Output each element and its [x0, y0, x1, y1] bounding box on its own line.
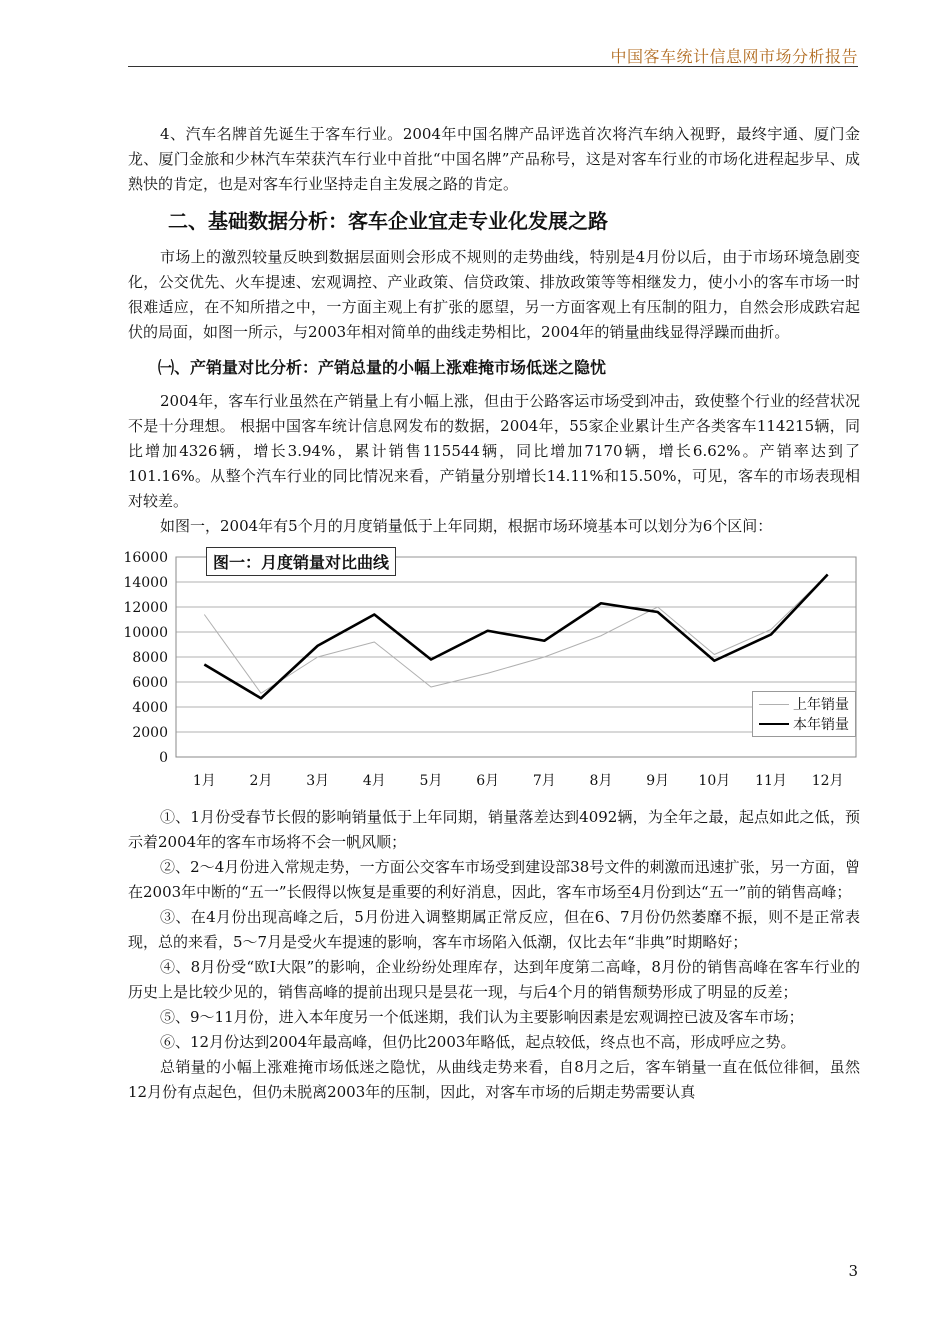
- series-line-last-year: [204, 575, 827, 694]
- section-paragraph-4: 总销量的小幅上涨难掩市场低迷之隐忧，从曲线走势来看，自8月之后，客车销量一直在低位徘徊，虽然12月份有点起色，但仍未脱离2003年的压制，因此，对客车市场的后期走势需要认真: [128, 1058, 860, 1101]
- x-tick-label: 12月: [811, 773, 844, 789]
- y-tick-label: 16000: [123, 550, 168, 566]
- header-divider: [128, 66, 858, 67]
- section-paragraph-2: 2004年，客车行业虽然在产销量上有小幅上涨，但由于公路客运市场受到冲击，致使整个行业的经营状况不是十分理想。 根据中国客车统计信息网发布的数据，2004年，55家企业累计生产各类客车114215辆，同比增加4326辆，增长3.94%，累计销售115544辆，同比增加7170辆，增长6.62%。产销率达到了 101.16%。从整个汽车行业的同比情况来看，产销量分别增长14.11%和15.50%，可见，客车的市场表现相对较差。: [128, 392, 860, 510]
- x-tick-label: 2月: [249, 773, 273, 789]
- chart-legend: [752, 691, 856, 737]
- x-tick-label: 4月: [362, 773, 386, 789]
- x-tick-label: 8月: [589, 773, 613, 789]
- page-content: [123, 122, 860, 1105]
- x-tick-label: 5月: [419, 773, 443, 789]
- y-tick-label: 6000: [132, 675, 168, 691]
- subsection-heading: ㈠、产销量对比分析：产销总量的小幅上涨难掩市场低迷之隐忧: [158, 358, 607, 377]
- legend-swatch-this-year: [759, 723, 789, 725]
- page-number: 3: [848, 1262, 858, 1280]
- series-line-this-year: [204, 575, 827, 699]
- y-tick-label: 2000: [132, 725, 168, 741]
- y-tick-label: 14000: [123, 575, 168, 591]
- chart-title: 图一：月度销量对比曲线: [206, 547, 396, 576]
- monthly-sales-chart: [123, 545, 860, 795]
- section-paragraph-3: 如图一，2004年有5个月的月度销量低于上年同期，根据市场环境基本可以划分为6个区间：: [160, 517, 773, 535]
- y-tick-label: 12000: [123, 600, 168, 616]
- analysis-point-3: ③、在4月份出现高峰之后，5月份进入调整期属正常反应，但在6、7月份仍然萎靡不振，则不是正常表现，总的来看，5～7月是受火车提速的影响，客车市场陷入低潮，仅比去年“非典”时期略好；: [128, 908, 860, 951]
- section-heading: 二、基础数据分析：客车企业宜走专业化发展之路: [168, 209, 608, 233]
- analysis-point-5: ⑤、9～11月份，进入本年度另一个低迷期，我们认为主要影响因素是宏观调控已波及客车市场；: [160, 1008, 804, 1026]
- x-tick-label: 9月: [646, 773, 670, 789]
- legend-entry-this-year: [759, 714, 849, 734]
- y-tick-label: 10000: [123, 625, 168, 641]
- x-tick-label: 6月: [476, 773, 500, 789]
- chart-canvas: [123, 545, 860, 795]
- section-paragraph-1: 市场上的激烈较量反映到数据层面则会形成不规则的走势曲线，特别是4月份以后，由于市场环境急剧变化，公交优先、火车提速、宏观调控、产业政策、信贷政策、排放政策等等相继发力，使小小的客车市场一时很难适应，在不知所措之中，一方面主观上有扩张的愿望，另一方面客观上有压制的阻力，自然会形成跌宕起伏的局面，如图一所示，与2003年相对简单的曲线走势相比，2004年的销量曲线显得浮躁而曲折。: [128, 248, 860, 341]
- intro-item-4: 4、汽车名牌首先诞生于客车行业。2004年中国名牌产品评选首次将汽车纳入视野，最终宇通、厦门金龙、厦门金旅和少林汽车荣获汽车行业中首批“中国名牌”产品称号，这是对客车行业的市场化进程起步早、成熟快的肯定，也是对客车行业坚持走自主发展之路的肯定。: [128, 125, 860, 193]
- x-tick-label: 11月: [755, 773, 787, 789]
- legend-label-this-year: 本年销量: [793, 717, 849, 733]
- analysis-point-4: ④、8月份受“欧Ⅰ大限”的影响，企业纷纷处理库存，达到年度第二高峰，8月份的销售高峰在客车行业的历史上是比较少见的，销售高峰的提前出现只是昙花一现，与后4个月的销售颓势形成了明显的反差；: [128, 958, 860, 1001]
- x-tick-label: 1月: [192, 773, 216, 789]
- report-header-title: 中国客车统计信息网市场分析报告: [610, 47, 858, 66]
- y-tick-label: 8000: [132, 650, 168, 666]
- y-tick-label: 4000: [132, 700, 168, 716]
- x-tick-label: 7月: [532, 773, 556, 789]
- legend-swatch-last-year: [759, 704, 789, 705]
- legend-entry-last-year: [759, 694, 849, 714]
- analysis-point-6: ⑥、12月份达到2004年最高峰，但仍比2003年略低，起点较低，终点也不高，形成呼应之势。: [160, 1033, 796, 1051]
- x-tick-label: 10月: [698, 773, 731, 789]
- y-tick-label: 0: [159, 750, 168, 766]
- analysis-point-1: ①、1月份受春节长假的影响销量低于上年同期，销量落差达到4092辆，为全年之最，起点如此之低，预示着2004年的客车市场将不会一帆风顺；: [128, 808, 860, 851]
- legend-label-last-year: 上年销量: [793, 697, 849, 713]
- x-tick-label: 3月: [306, 773, 330, 789]
- analysis-point-2: ②、2～4月份进入常规走势，一方面公交客车市场受到建设部38号文件的刺激而迅速扩张，另一方面，曾在2003年中断的“五一”长假得以恢复是重要的利好消息，因此，客车市场至4月份到达“五一”前的销售高峰；: [128, 858, 860, 901]
